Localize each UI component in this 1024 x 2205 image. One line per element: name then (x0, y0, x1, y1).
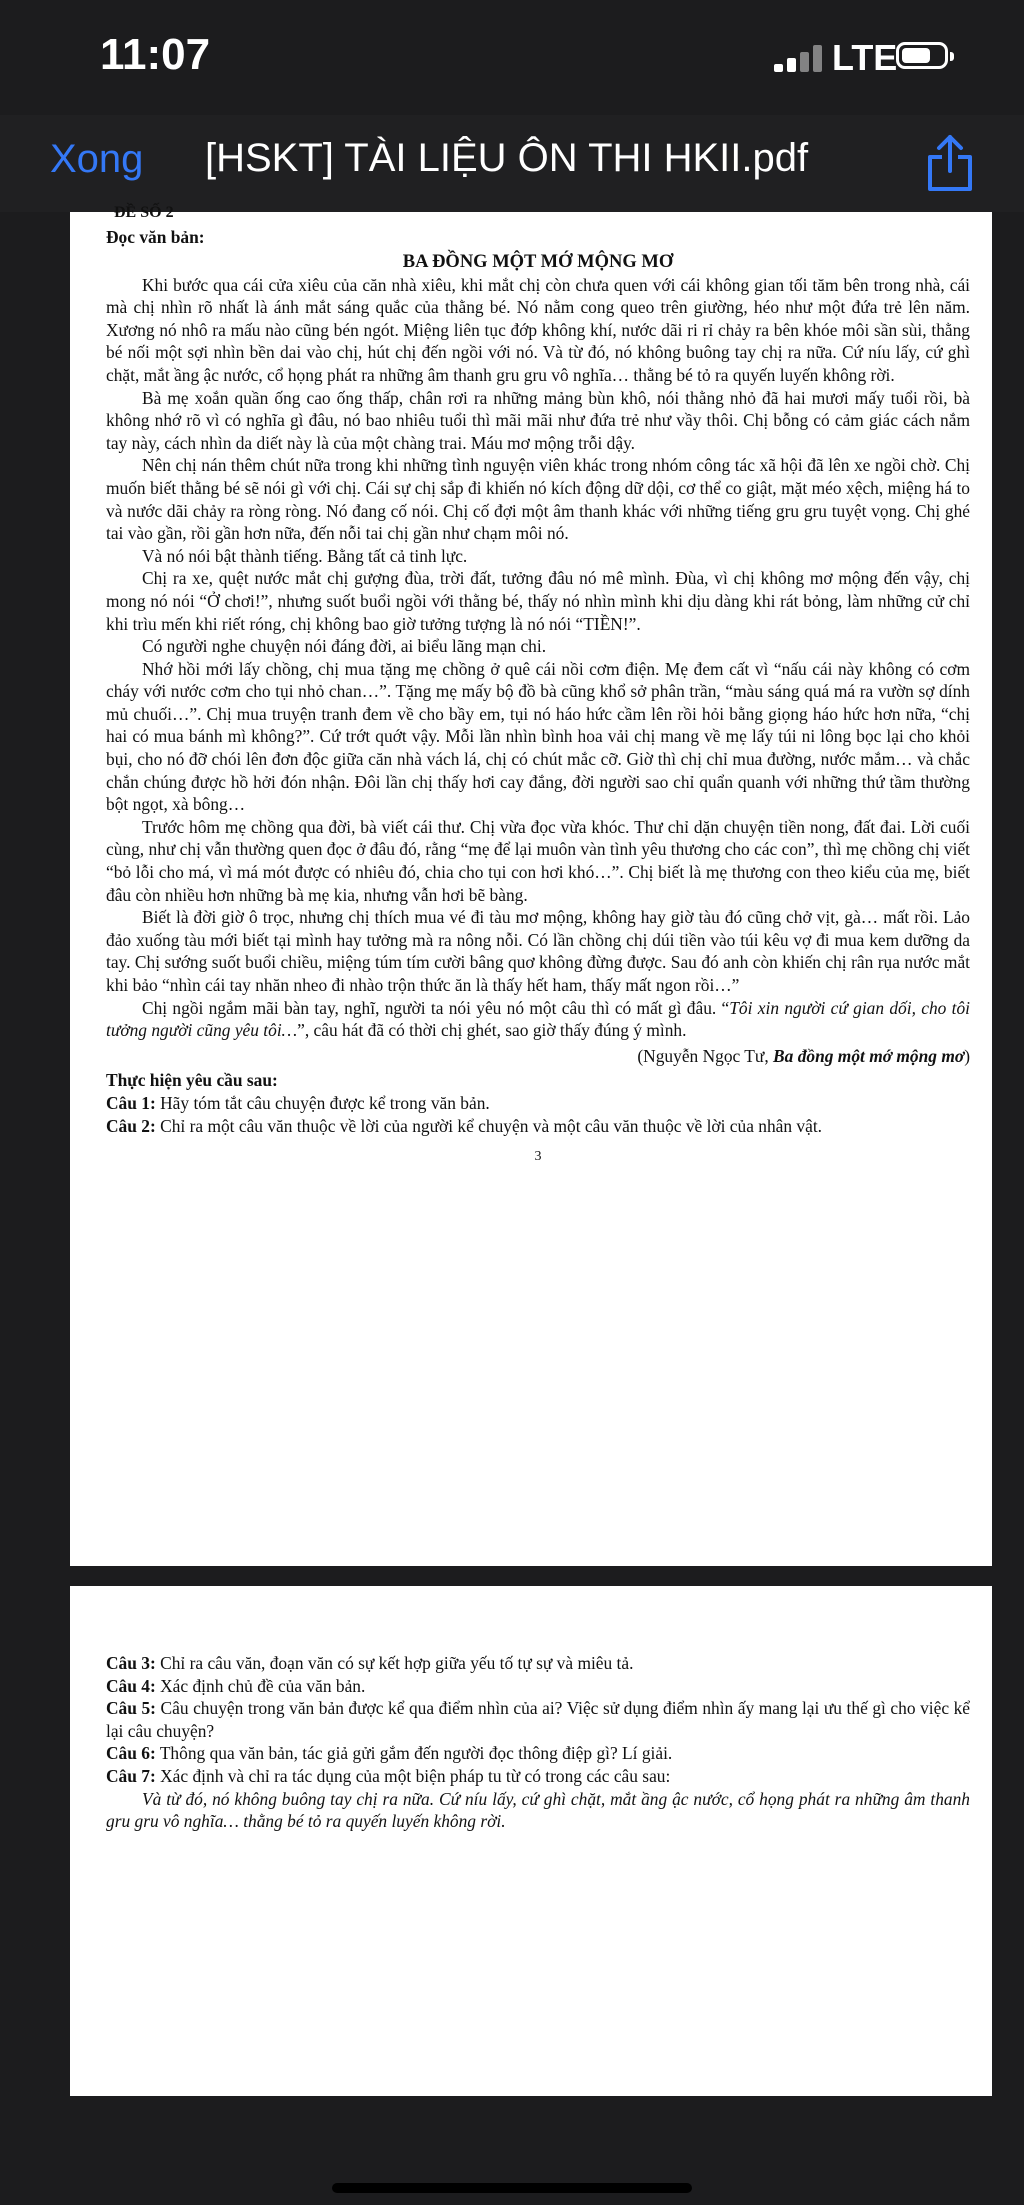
status-bar (0, 0, 1024, 115)
paragraph: Bà mẹ xoắn quần ống cao ống thấp, chân rơi ra những mảng bùn khô, nói thằng nhỏ đã hai mươi mấy tuổi rồi, bà không nhớ rõ vì có nghĩa gì đâu, nó bao nhiêu tuổi thì mãi mãi như đứa trẻ như vầy thôi. Chị bỗng có cảm giác cách nắm tay này, cách nhìn da diết này là của một chàng trai. Máu mơ mộng trỗi dậy. (106, 387, 970, 453)
signal-strength-icon (774, 44, 824, 72)
source-citation: (Nguyễn Ngọc Tư, Ba đồng một mớ mộng mơ) (637, 1045, 970, 1066)
done-button[interactable]: Xong (50, 137, 144, 181)
section-label: Đọc văn bản: (106, 227, 205, 247)
paragraph: Chị ra xe, quệt nước mắt chị gượng đùa, trời đất, tưởng đâu nó mê mình. Đùa, vì chị không mơ mộng đến vậy, chị mong nó nói “Ở chơi!”, nhưng suốt buổi ngồi với thằng bé, thấy nó nhìn mình khi dịu dàng khi rát bỏng, làm những cử chỉ khi trìu mến khi riết róng, chị không bao giờ tưởng tượng là nó nói “TIỀN!”. (106, 568, 970, 634)
battery-icon (896, 42, 948, 69)
question: Câu 6: Thông qua văn bản, tác giả gửi gắm đến người đọc thông điệp gì? Lí giải. (106, 1743, 673, 1764)
pdf-page-3[interactable] (70, 204, 992, 1566)
question: Câu 2: Chỉ ra một câu văn thuộc về lời của người kể chuyện và một câu văn thuộc về lời của nhân vật. (106, 1115, 823, 1136)
document-title: [HSKT] TÀI LIỆU ÔN THI HKII.pdf (205, 136, 809, 180)
nav-bar (0, 115, 1024, 212)
paragraph: Nhớ hồi mới lấy chồng, chị mua tặng mẹ chồng ở quê cái nồi cơm điện. Mẹ đem cất vì “nấu cái này không có cơm cháy với nước cơm cho tụi nhỏ chan…”. Tặng mẹ mấy bộ đồ bà cũng khổ sở phân trần, “màu sáng quá má ra vườn sợ dính mủ chuối…”. Chị mua truyện tranh đem về cho bầy em, tụi nó háo hức cầm lên rồi hỏi bằng giọng háo hức hơn nữa, “chị hai có mua bánh mì không?”. Cứ trớt quớt vậy. Mỗi lần nhìn bình hoa vải chị mang về mẹ lấy túi ni lông bọc lại cho khỏi bụi, cho nó đỡ chói lên đơn độc giữa căn nhà vách lá, chị có chút mắc cỡ. Giờ thì chị chỉ mua đường, nước mắm… và chắc chắn chúng được hồ hởi đón nhận. Đôi lần chị thấy hơi cay đắng, đời người sao chỉ quẩn quanh với những thứ tầm thường bột ngọt, xà bông… (106, 658, 970, 815)
quoted-sentence: Và từ đó, nó không buông tay chị ra nữa. Cứ níu lấy, cứ ghì chặt, mắt ầng ậc nước, cổ họng phát ra những âm thanh gru gru vô nghĩa… thằng bé tỏ ra quyến luyến không rời. (106, 1788, 970, 1832)
question: Câu 7: Xác định và chỉ ra tác dụng của một biện pháp tu từ có trong các câu sau: (106, 1765, 671, 1786)
story-title: BA ĐỒNG MỘT MỚ MỘNG MƠ (402, 251, 674, 272)
share-icon[interactable] (920, 131, 980, 195)
paragraph: Trước hôm mẹ chồng qua đời, bà viết cái thư. Chị vừa đọc vừa khóc. Thư chỉ dặn chuyện tiền nong, đất đai. Lời cuối cùng, như chị vẫn thường quen đọc ở đâu đó, rằng “mẹ để lại muôn vàn tình yêu thương cho các con”, thì mẹ chồng chị viết “bỏ lỗi cho má, vì má mót được có nhiêu đó, chia cho tụi con hơi khó…”. Chị biết là mẹ thương con theo kiểu của mẹ, biết đâu còn nhiều hơn những bà mẹ kia, nhưng vẫn hơi bẽ bàng. (106, 816, 970, 905)
question: Câu 4: Xác định chủ đề của văn bản. (106, 1675, 366, 1696)
task-label: Thực hiện yêu cầu sau: (106, 1070, 278, 1091)
question: Câu 1: Hãy tóm tắt câu chuyện được kể trong văn bản. (106, 1092, 490, 1113)
page-number: 3 (534, 1149, 542, 1165)
paragraph: Và nó nói bật thành tiếng. Bằng tất cả tinh lực. (142, 545, 468, 566)
clock: 11:07 (100, 30, 211, 79)
pdf-page-4[interactable] (70, 1586, 992, 2096)
cut-off-heading: ĐỀ SỐ 2 (114, 204, 174, 221)
paragraph: Biết là đời giờ ô trọc, nhưng chị thích mua vé đi tàu mơ mộng, không hay giờ tàu đó cũng chở vịt, gà… mất rồi. Lảo đảo xuống tàu mới biết tại mình hay tưởng mà ra nông nỗi. Có lần chồng chị dúi tiền vào túi kêu vợ đi mua kem dưỡng da tay. Chị sướng suốt buổi chiều, miệng túm tím cười bâng quơ không đừng được. Sau đó anh còn khiến chị rân rụa nước mắt khi bảo “nhìn cái tay nhăn nheo đi nhào trộn thức ăn là thấy hết ham, thấy mất ngon rồi…” (106, 907, 970, 995)
home-indicator[interactable] (332, 2183, 692, 2193)
paragraph: Có người nghe chuyện nói đáng đời, ai biểu lãng mạn chi. (142, 636, 547, 657)
network-type: LTE (832, 37, 898, 78)
paragraph-last: Chị ngồi ngắm mãi bàn tay, nghĩ, người ta nói yêu nó một câu thì có mất gì đâu. “Tôi xin người cứ gian dối, cho tôi tưởng người cũng yêu tôi…”, câu hát đã có thời chị ghét, sao giờ thấy đúng ý mình. (106, 997, 970, 1041)
paragraph: Nên chị nán thêm chút nữa trong khi những tình nguyện viên khác trong nhóm công tác xã hội đã lên xe ngồi chờ. Chị muốn biết thằng bé sẽ nói gì với chị. Cái sự chị sắp đi khiến nó kích động dữ dội, cơ thể co giật, mặt méo xệch, miệng há to và nước dãi chảy ra ròng ròng. Nó đang cố nói. Chị cố đợi một âm thanh khác với những tiếng gru gru tuyệt vọng. Chị ghé tai vào gần, rồi gần hơn nữa, đến nỗi tai chị gần như chạm môi nó. (106, 455, 970, 544)
question: Câu 3: Chỉ ra câu văn, đoạn văn có sự kết hợp giữa yếu tố tự sự và miêu tả. (106, 1653, 634, 1673)
question: Câu 5: Câu chuyện trong văn bản được kể qua điểm nhìn của ai? Việc sử dụng điểm nhìn ấy mang lại ưu thế gì cho việc kể lại câu chuyện? (106, 1698, 971, 1741)
paragraph: Khi bước qua cái cửa xiêu của căn nhà xiêu, khi mắt chị còn chưa quen với cái không gian tối tăm bên trong nhà, cái mà chị nhìn rõ nhất là ánh mắt sáng quắc của thằng bé. Nó nằm cong queo trên giường, héo như một đứa trẻ lên năm. Xương nó nhô ra mấu nào cũng bén ngót. Miệng liên tục đớp không khí, nước dãi ri rỉ chảy ra bên khóe môi sần sùi, thằng bé nối một sợi nhìn bền dai vào chị, hút chị đến ngồi với nó. Và từ đó, nó không buông tay chị ra nữa. Cứ níu lấy, cứ ghì chặt, mắt ầng ậc nước, cổ họng phát ra những âm thanh gru gru vô nghĩa… thằng bé tỏ ra quyến luyến không rời. (106, 274, 970, 385)
